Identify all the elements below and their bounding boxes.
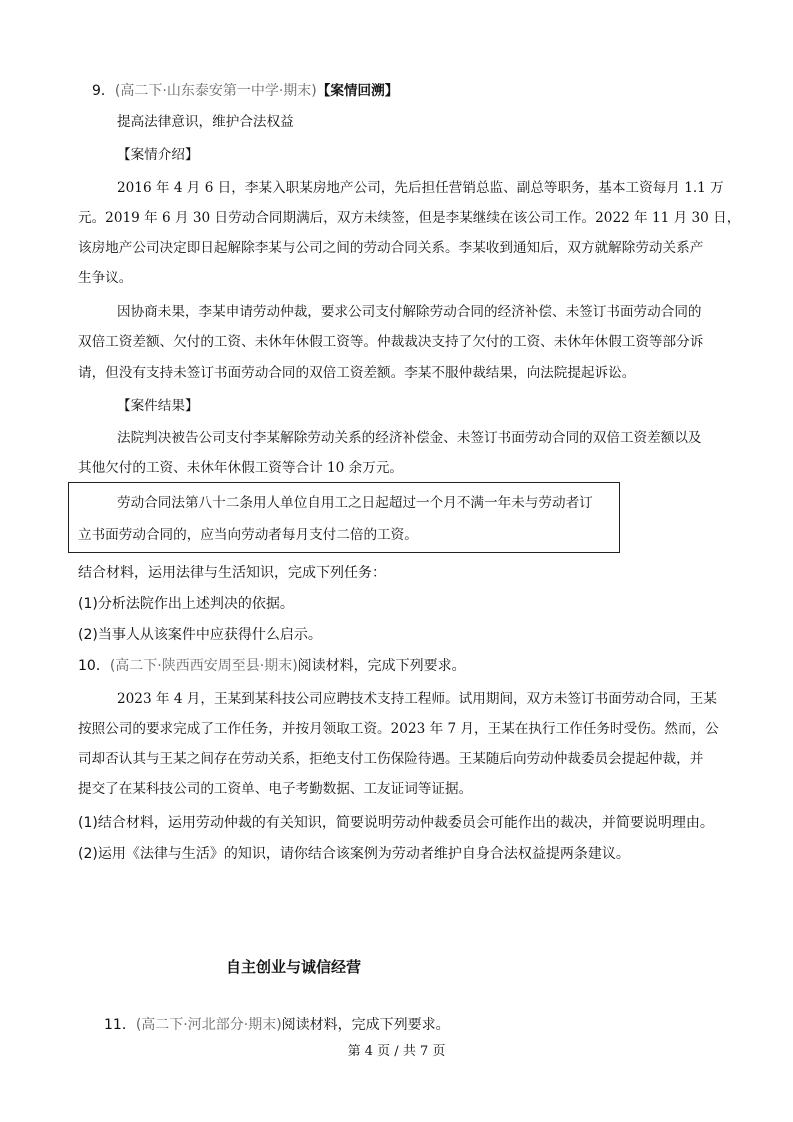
law-quote-line1: 劳动合同法第八十二条用人单位自用工之日起超过一个月不满一年未与劳动者订 [117, 495, 593, 511]
q9-intro-heading: 【案情介绍】 [117, 147, 199, 163]
question-lead: 阅读材料，完成下列要求。 [297, 658, 466, 674]
question-number: 11． [104, 1017, 136, 1033]
law-quote-line2: 立书面劳动合同的，应当向劳动者每月支付二倍的工资。 [78, 527, 418, 543]
q9-paragraph2-line3: 请，但没有支持未签订书面劳动合同的双倍工资差额。李某不服仲裁结果，向法院提起诉讼。 [78, 365, 636, 381]
q9-subtitle: 提高法律意识，维护合法权益 [117, 114, 294, 130]
question-tag: 【案情回溯】 [316, 83, 399, 99]
q9-task-1: (1)分析法院作出上述判决的依据。 [78, 596, 294, 612]
q9-paragraph2-line2: 双倍工资差额、欠付的工资、未休年休假工资等。仲裁裁决支持了欠付的工资、未休年休假工资等部分诉 [78, 334, 704, 350]
q9-paragraph1-line4: 生争议。 [78, 270, 133, 286]
q10-paragraph-line3: 司却否认其与王某之间存在劳动关系，拒绝支付工伤保险待遇。王某随后向劳动仲裁委员会提起仲裁，并 [78, 751, 704, 767]
question-source: (高二下·河北部分·期末) [135, 1017, 282, 1033]
page-footer: 第 4 页 / 共 7 页 [347, 1044, 446, 1059]
q9-paragraph3-line1: 法院判决被告公司支付李某解除劳动关系的经济补偿金、未签订书面劳动合同的双倍工资差额以及 [117, 430, 702, 446]
q9-paragraph1-line2: 元。2019 年 6 月 30 日劳动合同期满后，双方未续签，但是李某继续在该公司工作。2022 年 11 月 30 日， [78, 210, 741, 226]
q9-task-2: (2)当事人从该案件中应获得什么启示。 [78, 627, 322, 643]
question-number: 10． [78, 658, 110, 674]
q10-paragraph-line1: 2023 年 4 月，王某到某科技公司应聘技术支持工程师。试用期间，双方未签订书面劳动合同，王某 [117, 691, 717, 707]
q9-paragraph2-line1: 因协商未果，李某申请劳动仲裁，要求公司支付解除劳动合同的经济补偿、未签订书面劳动合同的 [117, 304, 702, 320]
question-9-header [92, 82, 398, 100]
q9-paragraph3-line2: 其他欠付的工资、未休年休假工资等合计 10 余万元。 [78, 460, 404, 476]
section-heading: 自主创业与诚信经营 [226, 958, 362, 976]
q10-requirement-1: (1)结合材料，运用劳动仲裁的有关知识，简要说明劳动仲裁委员会可能作出的裁决，并简要说明理由。 [78, 815, 714, 831]
question-source: (高二下·陕西西安周至县·期末) [109, 658, 298, 674]
question-11-header [104, 1016, 450, 1034]
q10-paragraph-line2: 按照公司的要求完成了工作任务，并按月领取工资。2023 年 7 月，王某在执行工作任务时受伤。然而，公 [78, 721, 719, 737]
question-lead: 阅读材料，完成下列要求。 [281, 1017, 450, 1033]
question-number: 9． [92, 83, 115, 99]
q10-paragraph-line4: 提交了在某科技公司的工资单、电子考勤数据、工友证词等证据。 [78, 781, 473, 797]
question-10-header [78, 657, 466, 675]
q10-requirement-2: (2)运用《法律与生活》的知识，请你结合该案例为劳动者维护自身合法权益提两条建议。 [78, 846, 630, 862]
q9-result-heading: 【案件结果】 [117, 398, 199, 414]
q9-paragraph1-line1: 2016 年 4 月 6 日，李某入职某房地产公司，先后担任营销总监、副总等职务，基本工资每月 1.1 万 [117, 180, 724, 196]
question-source: (高二下·山东泰安第一中学·期末) [114, 83, 317, 99]
q9-paragraph1-line3: 该房地产公司决定即日起解除李某与公司之间的劳动合同关系。李某收到通知后，双方就解除劳动关系产 [78, 240, 704, 256]
q9-task-instruction: 结合材料，运用法律与生活知识，完成下列任务： [78, 565, 386, 581]
